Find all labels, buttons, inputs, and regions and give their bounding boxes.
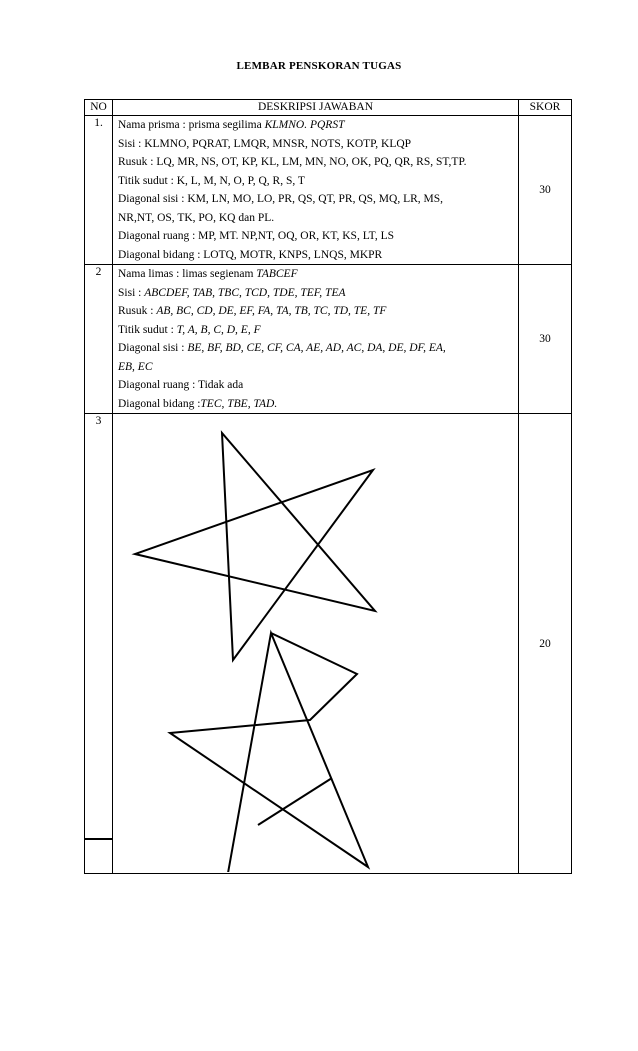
row-score: 30 bbox=[519, 116, 572, 265]
table-bottom-mark bbox=[84, 838, 112, 840]
header-desc: DESKRIPSI JAWABAN bbox=[113, 100, 519, 116]
answer-line: Diagonal ruang : MP, MT. NP,NT, OQ, OR, KT, KS, LT, LS bbox=[118, 230, 394, 242]
header-score: SKOR bbox=[519, 100, 572, 116]
row-number: 2 bbox=[85, 265, 113, 414]
answer-line: NR,NT, OS, TK, PO, KQ dan PL. bbox=[118, 211, 275, 224]
score-table bbox=[84, 99, 572, 874]
row-score: 30 bbox=[519, 265, 572, 414]
answer-line bbox=[118, 321, 518, 340]
answer-label: Rusuk : bbox=[118, 305, 157, 317]
answer-value: KLMNO. PQRST bbox=[264, 119, 345, 131]
answer-label: Diagonal bidang : bbox=[118, 397, 201, 410]
star-nets-drawing bbox=[113, 414, 518, 872]
answer-line: Diagonal sisi : KM, LN, MO, LO, PR, QS, QT, PR, QS, MQ, LR, MS, bbox=[118, 193, 444, 205]
answer-value: ABCDEF, TAB, TBC, TCD, TDE, TEF, TEA bbox=[144, 286, 346, 299]
upper-star-shape bbox=[135, 433, 375, 660]
answer-value: TEC, TBE, TAD. bbox=[200, 397, 278, 410]
lower-star-shape bbox=[170, 633, 368, 872]
table-row bbox=[85, 116, 572, 265]
answer-line: Rusuk : LQ, MR, NS, OT, KP, KL, LM, MN, NO, OK, PQ, QR, RS, ST,TP. bbox=[118, 156, 467, 168]
score-table-container bbox=[84, 99, 571, 874]
page-title: LEMBAR PENSKORAN TUGAS bbox=[236, 60, 402, 72]
row-description bbox=[113, 265, 519, 414]
table-row bbox=[85, 265, 572, 414]
answer-line bbox=[118, 265, 518, 284]
row-description bbox=[113, 116, 519, 265]
answer-label: Sisi : bbox=[118, 286, 145, 299]
row-number: 3 bbox=[85, 414, 113, 874]
answer-value: EB, EC bbox=[118, 360, 153, 373]
answer-line: Diagonal ruang : Tidak ada bbox=[118, 379, 244, 391]
answer-value: AB, BC, CD, DE, EF, FA, TA, TB, TC, TD, TE, TF bbox=[156, 305, 387, 317]
answer-line: Diagonal bidang : LOTQ, MOTR, KNPS, LNQS, MKPR bbox=[118, 248, 383, 261]
answer-label: Nama limas : limas segienam bbox=[118, 268, 257, 280]
answer-line bbox=[118, 358, 518, 377]
answer-label: Diagonal sisi : bbox=[118, 342, 188, 354]
table-row bbox=[85, 414, 572, 874]
row-score: 20 bbox=[519, 414, 572, 874]
answer-line bbox=[118, 116, 518, 135]
table-header-row bbox=[85, 100, 572, 116]
answer-value: T, A, B, C, D, E, F bbox=[176, 323, 261, 336]
answer-label: Titik sudut : bbox=[118, 323, 177, 336]
answer-label: Nama prisma : prisma segilima bbox=[118, 119, 265, 131]
answer-line: Sisi : KLMNO, PQRAT, LMQR, MNSR, NOTS, KOTP, KLQP bbox=[118, 137, 412, 150]
answer-value: TABCEF bbox=[256, 268, 298, 280]
answer-line bbox=[118, 302, 518, 321]
answer-line bbox=[118, 339, 518, 358]
answer-line bbox=[118, 395, 518, 414]
answer-value: BE, BF, BD, CE, CF, CA, AE, AD, AC, DA, DE, DF, EA, bbox=[187, 342, 446, 354]
header-no: NO bbox=[85, 100, 113, 116]
answer-line: Titik sudut : K, L, M, N, O, P, Q, R, S, T bbox=[118, 174, 305, 187]
row-number: 1. bbox=[85, 116, 113, 265]
row-description bbox=[113, 414, 519, 874]
answer-line bbox=[118, 284, 518, 303]
